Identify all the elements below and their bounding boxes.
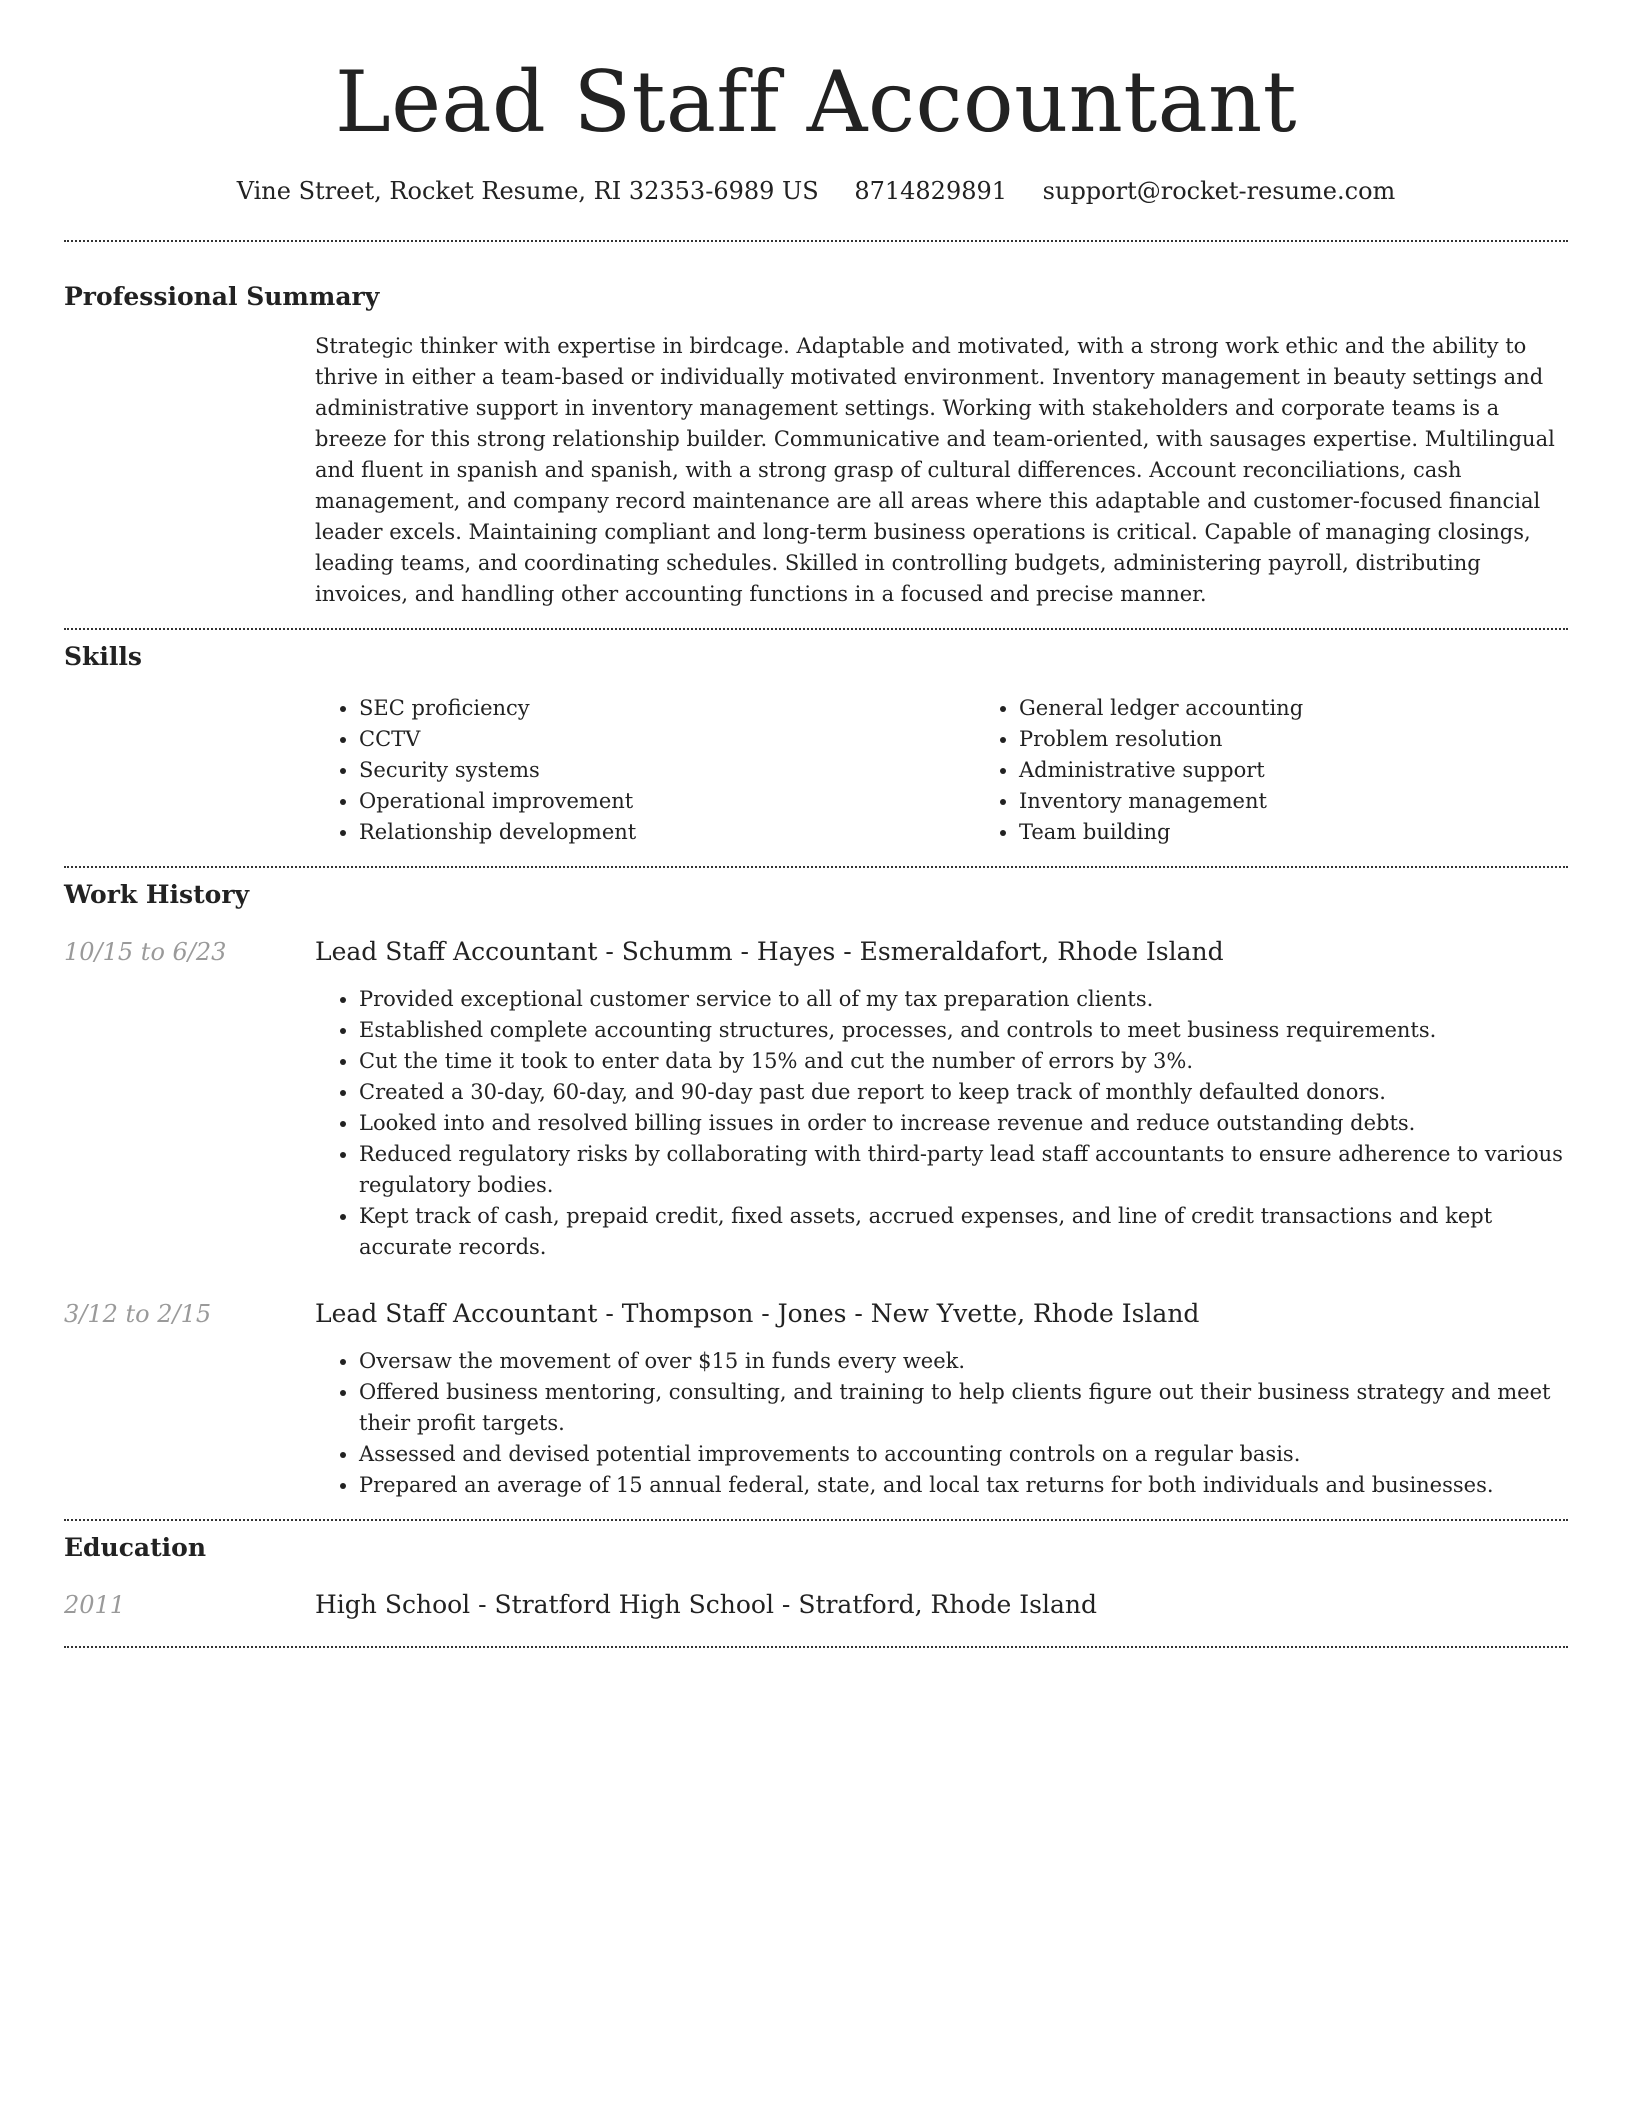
section-divider — [64, 628, 1568, 630]
contact-email: support@rocket-resume.com — [1042, 177, 1396, 205]
section-divider — [64, 240, 1568, 242]
resume-name: Lead Staff Accountant — [334, 53, 1298, 151]
job-dates: 10/15 to 6/23 — [64, 938, 227, 966]
work-section — [64, 878, 1568, 1501]
job-bullet: • Assessed and devised potential improvements to accounting controls on a regular basis. — [359, 1439, 1568, 1470]
section-divider — [64, 1519, 1568, 1521]
job-heading: Lead Staff Accountant - Thompson - Jones - New Yvette, Rhode Island — [315, 1299, 1200, 1328]
job-bullets — [315, 984, 1568, 1263]
skill-item: • Relationship development — [359, 817, 975, 848]
job-bullet: • Created a 30-day, 60-day, and 90-day past due report to keep track of monthly defaulted donors. — [359, 1077, 1568, 1108]
job-bullet: • Prepared an average of 15 annual federal, state, and local tax returns for both individuals and businesses. — [359, 1470, 1568, 1501]
education-heading-text: High School - Stratford High School - Stratford, Rhode Island — [315, 1590, 1097, 1619]
education-year: 2011 — [64, 1591, 126, 1619]
education-entry — [64, 1588, 1568, 1622]
summary-heading: Professional Summary — [64, 282, 380, 311]
skill-item: • Security systems — [359, 755, 975, 786]
job-dates: 3/12 to 2/15 — [64, 1300, 212, 1328]
skill-item: • General ledger accounting — [1019, 693, 1632, 724]
contact-address: Vine Street, Rocket Resume, RI 32353-6989 US — [236, 177, 819, 205]
job-bullet: • Offered business mentoring, consulting, and training to help clients figure out their business strategy and meet their profit targets. — [359, 1377, 1568, 1439]
job-bullet: • Cut the time it took to enter data by 15% and cut the number of errors by 3%. — [359, 1046, 1568, 1077]
skill-item: • Team building — [1019, 817, 1632, 848]
job-entry — [64, 935, 1568, 1263]
skills-section — [64, 640, 1568, 848]
skills-list-right — [975, 693, 1632, 848]
job-bullet: • Oversaw the movement of over $15 in funds every week. — [359, 1346, 1568, 1377]
job-entry — [64, 1297, 1568, 1501]
summary-text: Strategic thinker with expertise in birdcage. Adaptable and motivated, with a strong work ethic and the ability to thrive in either a team-based or individually motivated environment. Inventory management in beauty settings and administrative support in inventory management settings. Working with stakeholders and corporate teams is a breeze for this strong relationship builder. Communicative and team-oriented, with sausages expertise. Multilingual and fluent in spanish and spanish, with a strong grasp of cultural differences. Account reconciliations, cash management, and company record maintenance are all areas where this adaptable and customer-focused financial leader excels. Maintaining compliant and long-term business operations is critical. Capable of managing closings, leading teams, and coordinating schedules. Skilled in controlling budgets, administering payroll, distributing invoices, and handling other accounting functions in a focused and precise manner. — [315, 334, 1555, 606]
skills-heading: Skills — [64, 642, 142, 671]
job-bullets — [315, 1346, 1568, 1501]
job-heading: Lead Staff Accountant - Schumm - Hayes - Esmeraldafort, Rhode Island — [315, 937, 1224, 966]
job-bullet: • Reduced regulatory risks by collaborating with third-party lead staff accountants to ensure adherence to various regulatory bodies. — [359, 1139, 1568, 1201]
job-bullet: • Provided exceptional customer service to all of my tax preparation clients. — [359, 984, 1568, 1015]
education-section — [64, 1531, 1568, 1622]
skills-list-left — [315, 693, 975, 848]
work-heading: Work History — [64, 880, 250, 909]
section-divider — [64, 1646, 1568, 1648]
contact-line — [64, 174, 1568, 208]
section-divider — [64, 866, 1568, 868]
skill-item: • Administrative support — [1019, 755, 1632, 786]
skill-item: • SEC proficiency — [359, 693, 975, 724]
skill-item: • Inventory management — [1019, 786, 1632, 817]
skill-item: • Problem resolution — [1019, 724, 1632, 755]
summary-section — [64, 280, 1568, 610]
skill-item: • Operational improvement — [359, 786, 975, 817]
skill-item: • CCTV — [359, 724, 975, 755]
contact-phone: 8714829891 — [854, 177, 1008, 205]
education-heading: Education — [64, 1533, 207, 1562]
summary-left-spacer — [64, 331, 315, 610]
job-bullet: • Looked into and resolved billing issues in order to increase revenue and reduce outstanding debts. — [359, 1108, 1568, 1139]
job-bullet: • Established complete accounting structures, processes, and controls to meet business requirements. — [359, 1015, 1568, 1046]
job-bullet: • Kept track of cash, prepaid credit, fixed assets, accrued expenses, and line of credit transactions and kept accurate records. — [359, 1201, 1568, 1263]
